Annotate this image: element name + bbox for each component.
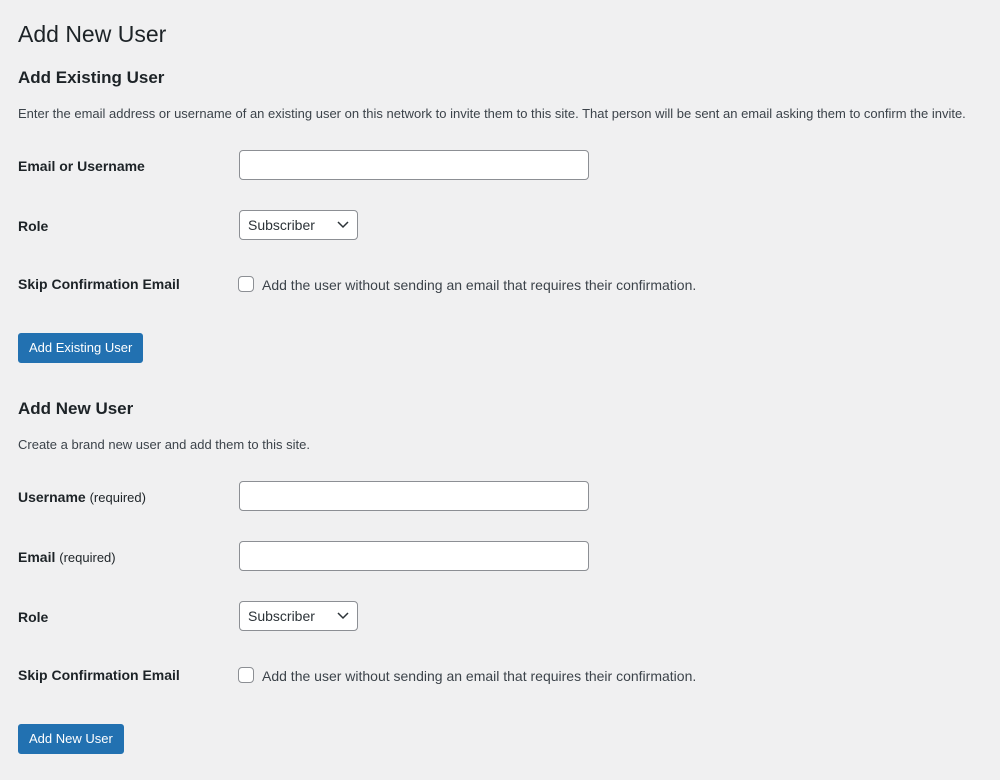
- page-title: Add New User: [18, 21, 167, 47]
- new-skip-confirmation-text: Add the user without sending an email that requires their confirmation.: [262, 668, 697, 684]
- chevron-down-icon: [337, 220, 349, 230]
- new-skip-confirmation-checkbox[interactable]: [238, 667, 254, 683]
- existing-skip-confirmation-checkbox[interactable]: [238, 276, 254, 292]
- add-existing-user-heading: Add Existing User: [18, 68, 165, 87]
- new-skip-confirmation-label: Skip Confirmation Email: [18, 667, 180, 683]
- email-input[interactable]: [239, 541, 589, 571]
- username-required-note: (required): [89, 490, 146, 505]
- email-or-username-input[interactable]: [239, 150, 589, 180]
- existing-role-label: Role: [18, 218, 49, 234]
- existing-role-selected-value: Subscriber: [248, 217, 315, 233]
- email-or-username-label: Email or Username: [18, 158, 145, 174]
- existing-skip-confirmation-label: Skip Confirmation Email: [18, 276, 180, 292]
- new-role-select[interactable]: [239, 601, 358, 631]
- new-role-label: Role: [18, 609, 49, 625]
- username-label-text: Username: [18, 489, 86, 505]
- add-existing-user-button[interactable]: Add Existing User: [18, 333, 143, 363]
- add-new-user-description: Create a brand new user and add them to this site.: [18, 437, 310, 452]
- new-role-selected-value: Subscriber: [248, 608, 315, 624]
- existing-role-select[interactable]: [239, 210, 358, 240]
- chevron-down-icon: [337, 611, 349, 621]
- username-input[interactable]: [239, 481, 589, 511]
- email-required-note: (required): [59, 550, 116, 565]
- add-new-user-button[interactable]: Add New User: [18, 724, 124, 754]
- email-label: [18, 547, 116, 568]
- email-label-text: Email: [18, 549, 56, 565]
- username-label: [18, 487, 146, 508]
- add-existing-user-description: Enter the email address or username of an existing user on this network to invite them to this site. That person will be sent an email asking them to confirm the invite.: [18, 106, 966, 121]
- add-new-user-heading: Add New User: [18, 399, 134, 418]
- existing-skip-confirmation-text: Add the user without sending an email that requires their confirmation.: [262, 277, 697, 293]
